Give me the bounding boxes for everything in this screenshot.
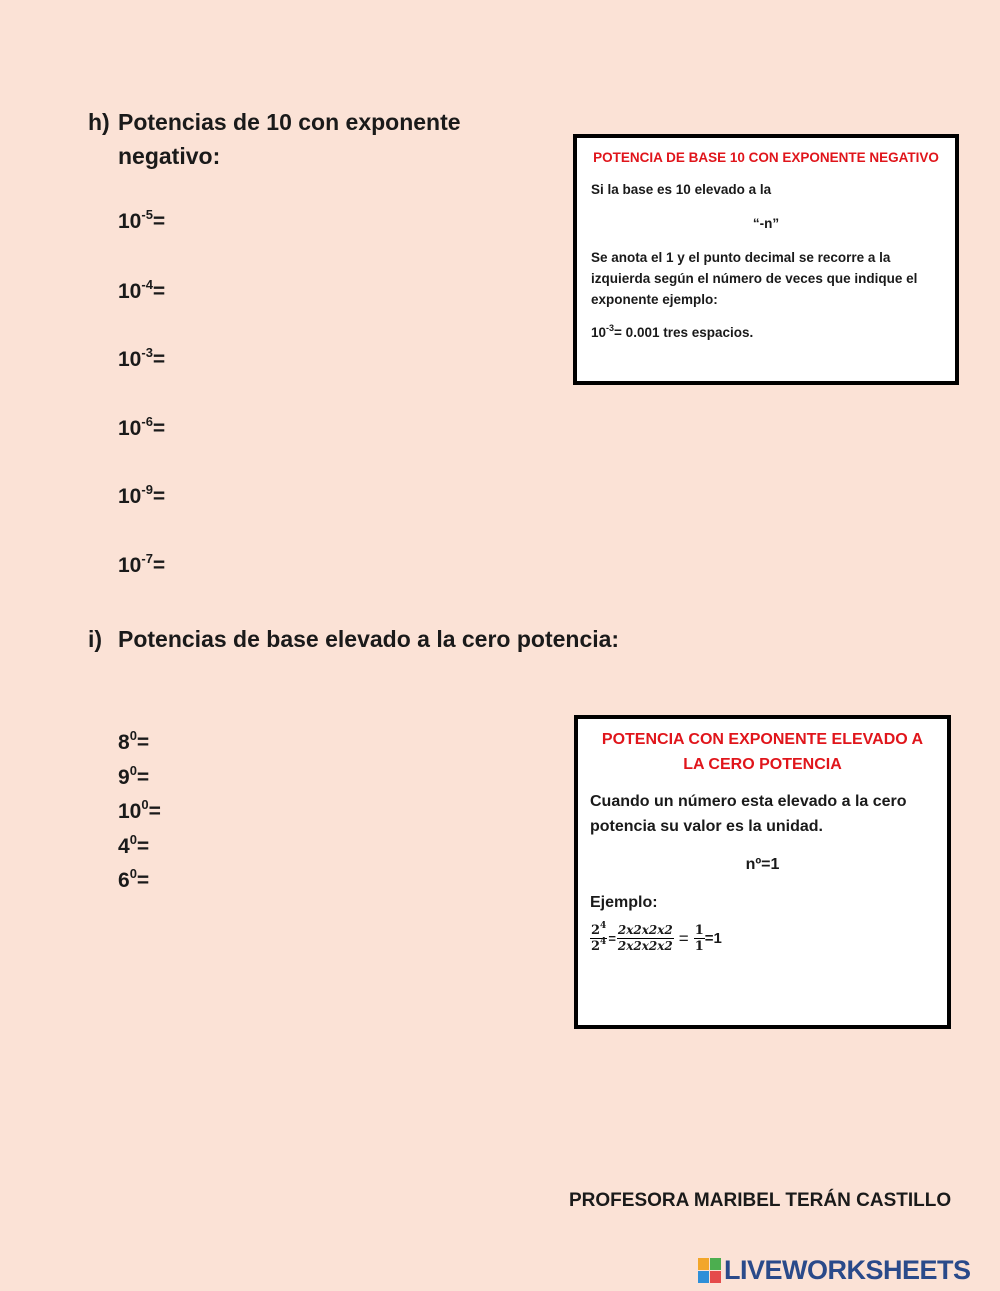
section-h-heading	[88, 105, 461, 173]
power-item: $8^0=$	[118, 728, 150, 754]
section-i-marker: i)	[88, 626, 103, 652]
info-box-title: POTENCIA DE BASE 10 CON EXPONENTE NEGATIVO	[593, 150, 939, 165]
liveworksheets-logo-text: LIVEWORKSHEETS	[724, 1255, 971, 1285]
info-box-example: $10^{-3}= 0.001$ tres espacios.	[591, 322, 754, 340]
power-item: $6^0=$	[118, 866, 150, 892]
power-item: $10^{-7}=$	[118, 551, 166, 577]
info-box-text: Se anota el 1 y el punto decimal se recorre a la izquierda según el número de veces que indique el exponente ejemplo:	[591, 250, 918, 307]
info-box-negative-exponent	[573, 134, 959, 385]
info-box-title: POTENCIA CON EXPONENTE ELEVADO A LA CERO POTENCIA	[601, 731, 924, 773]
power-item: $9^0=$	[118, 762, 150, 789]
power-item: $10^{-3}=$	[118, 345, 166, 371]
liveworksheets-logo	[698, 1255, 971, 1286]
fraction: $\frac{2^4}{2^4}$	[591, 920, 607, 954]
section-i-heading	[88, 622, 619, 656]
info-box-example-label: Ejemplo:	[590, 894, 658, 911]
power-item: $10^{-4}=$	[118, 277, 166, 303]
power-item: $10^{-5}=$	[118, 207, 166, 233]
info-box-text: “-n”	[752, 216, 780, 231]
section-h-title-line1: Potencias de 10 con exponente	[118, 109, 461, 135]
power-item: $10^{-6}=$	[118, 414, 166, 440]
power-item: $10^{-9}=$	[118, 482, 166, 508]
fraction: $\frac{1}{1}$	[694, 923, 704, 954]
info-box-text: Cuando un número esta elevado a la cero potencia su valor es la unidad.	[590, 793, 907, 835]
info-box-zero-exponent	[574, 715, 951, 1029]
info-box-formula: nº=1	[745, 856, 780, 873]
power-item: $4^0=$	[118, 831, 150, 858]
power-item: $10^0=$	[118, 797, 161, 823]
zero-power-list	[118, 726, 161, 899]
example-equation: $\frac{2^4}{2^4}$ = $\frac{2x2x2x2}{2x2x2x2}$ = $\frac{1}{1}$ =1	[591, 920, 722, 954]
info-box-text: Si la base es 10 elevado a la	[591, 182, 772, 197]
section-h-marker: h)	[88, 109, 110, 135]
liveworksheets-logo-icon	[698, 1258, 722, 1284]
fraction: $\frac{2x2x2x2}{2x2x2x2}$	[617, 923, 673, 953]
section-h-title-line2: negativo:	[118, 143, 221, 169]
section-i-title: Potencias de base elevado a la cero potencia:	[118, 626, 620, 652]
teacher-name: PROFESORA MARIBEL TERÁN CASTILLO	[569, 1190, 952, 1211]
